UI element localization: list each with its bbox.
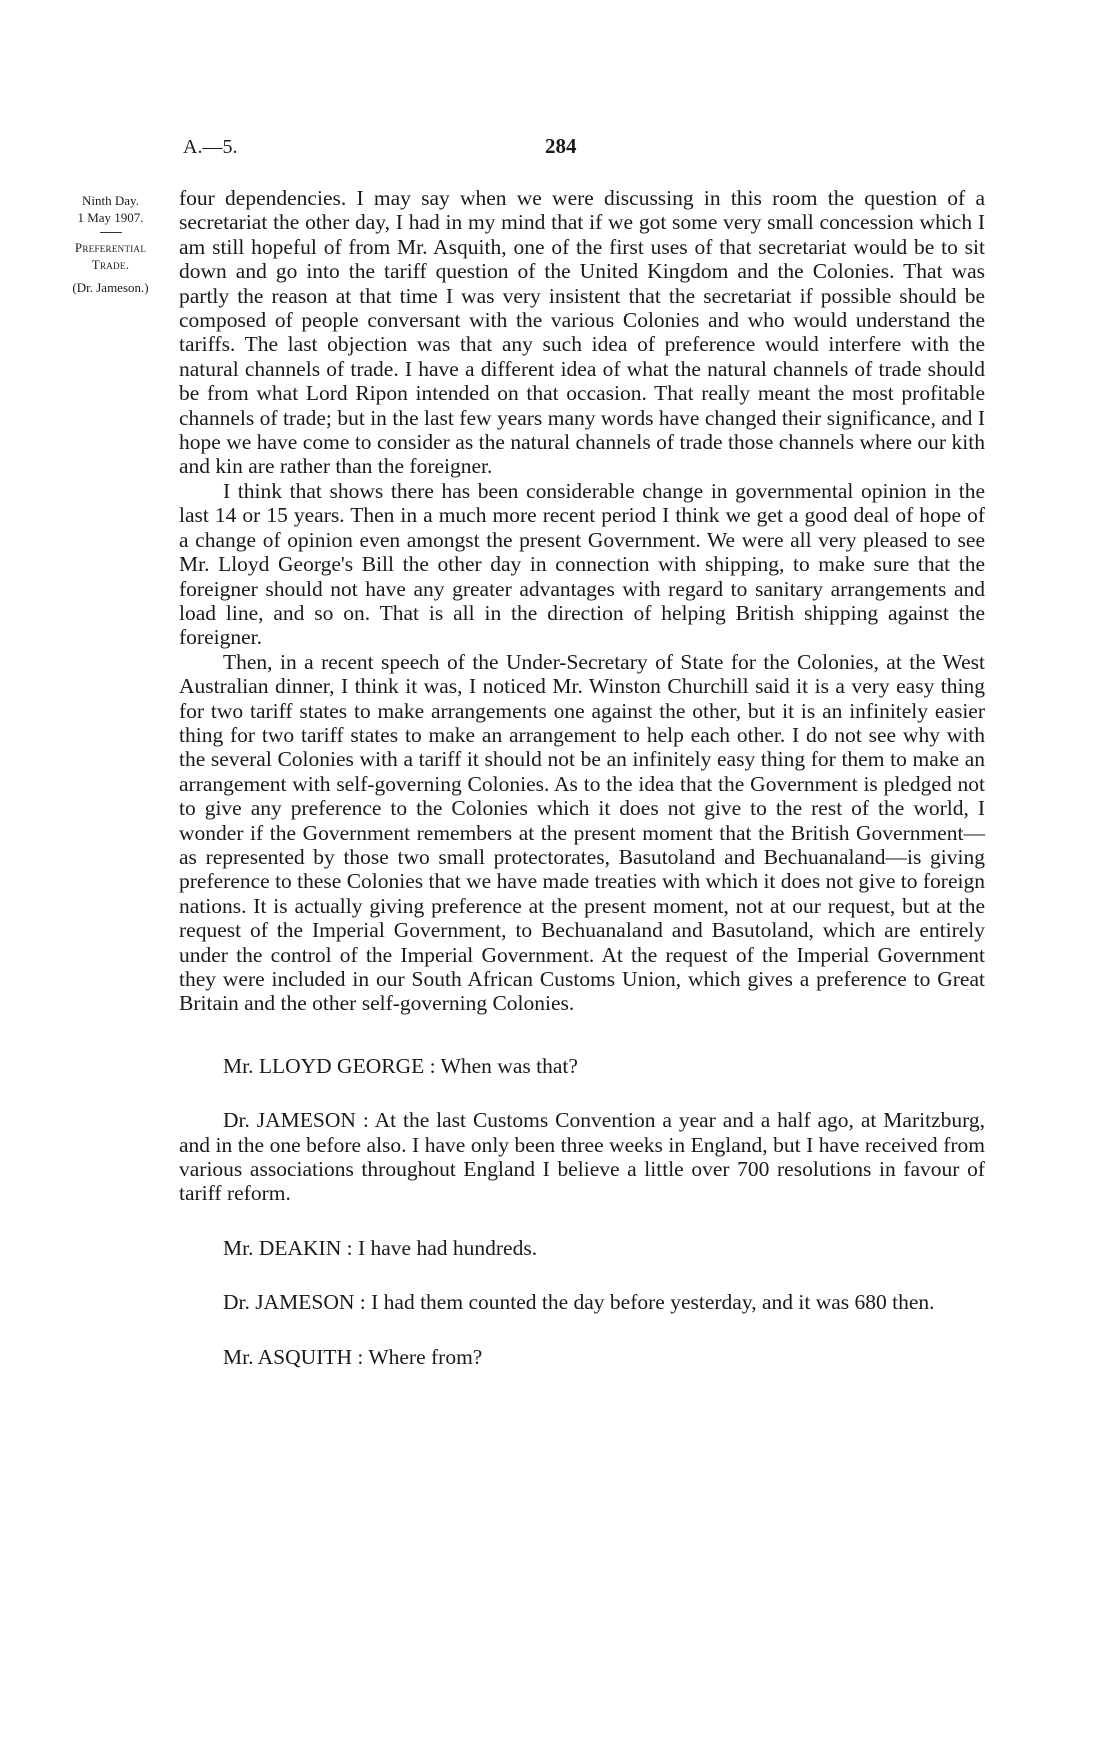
series-label: A.—5. (183, 136, 238, 158)
paragraph: I think that shows there has been considerable change in governmental opinion in the last 14 or 15 years. Then in a much more recent period I think we get a good deal of hope of a change of opinion even amongst the present Government. We were all very pleased to see Mr. Lloyd George's Bill the other day in connection with shipping, to make sure that the foreigner should not have any greater advantages with regard to sanitary arrangements and load line, and so on. That is all in the direction of helping British shipping against the foreigner. (179, 478, 985, 650)
document-body (179, 186, 985, 1369)
page-header (0, 136, 1114, 166)
page-number: 284 (545, 134, 577, 158)
margin-subject-line-1: Preferential (74, 240, 147, 255)
speech-jameson: Dr. JAMESON : At the last Customs Convention a year and a half ago, at Maritzburg, and in the one before also. I have only been three weeks in England, but I have received from various associations throughout England I believe a little over 700 resolutions in favour of tariff reform. (179, 1108, 985, 1206)
margin-subject-line-2: Trade. (91, 257, 130, 272)
margin-divider (100, 232, 122, 233)
speech-jameson: Dr. JAMESON : I had them counted the day before yesterday, and it was 680 then. (223, 1290, 935, 1315)
paragraph: four dependencies. I may say when we were discussing in this room the question of a secretariat the other day, I had in my mind that if we got some very small concession which I am still hopeful of from Mr. Asquith, one of the first uses of that secretariat would be to sit down and go into the tariff question of the United Kingdom and the Colonies. That was partly the reason at that time I was very insistent that the secretariat if possible should be composed of people conversant with the various Colonies and who would understand the tariffs. The last objection was that any such idea of preference would interfere with the natural channels of trade. I have a different idea of what the natural channels of trade should be from what Lord Ripon intended on that occasion. That really meant the most profitable channels of trade; but in the last few years many words have changed their significance, and I hope we have come to consider as the natural channels of trade those channels where our kith and kin are rather than the foreigner. (179, 186, 985, 479)
speech-asquith: Mr. ASQUITH : Where from? (223, 1344, 483, 1369)
margin-date: 1 May 1907. (77, 210, 144, 225)
margin-day: Ninth Day. (82, 193, 139, 208)
speech-lloyd-george: Mr. LLOYD GEORGE : When was that? (223, 1053, 578, 1078)
paragraph: Then, in a recent speech of the Under-Secretary of State for the Colonies, at the West Australian dinner, I think it was, I noticed Mr. Winston Churchill said it is a very easy thing for two tariff states to make arrangements one against the other, but it is an infinitely easier thing for two tariff states to make an arrangement to help each other. I do not see why with the several Colonies with a tariff it should not be an infinitely easy thing for them to make an arrangement with self-governing Colonies. As to the idea that the Government is pledged not to give any preference to the Colonies which it does not give to the rest of the world, I wonder if the Government remembers at the present moment that the British Government—as represented by those two small protectorates, Basutoland and Bechuanaland—is giving preference to these Colonies that we have made treaties with which it does not give to foreign nations. It is actually giving preference at the present moment, not at our request, but at the request of the Imperial Government, to Bechuanaland and Basutoland, which are entirely under the control of the Imperial Government. At the request of the Imperial Government they were included in our South African Customs Union, which gives a preference to Great Britain and the other self-governing Colonies. (179, 649, 985, 1016)
margin-note (48, 192, 173, 296)
margin-speaker: (Dr. Jameson.) (72, 280, 149, 295)
speech-deakin: Mr. DEAKIN : I have had hundreds. (223, 1235, 538, 1260)
